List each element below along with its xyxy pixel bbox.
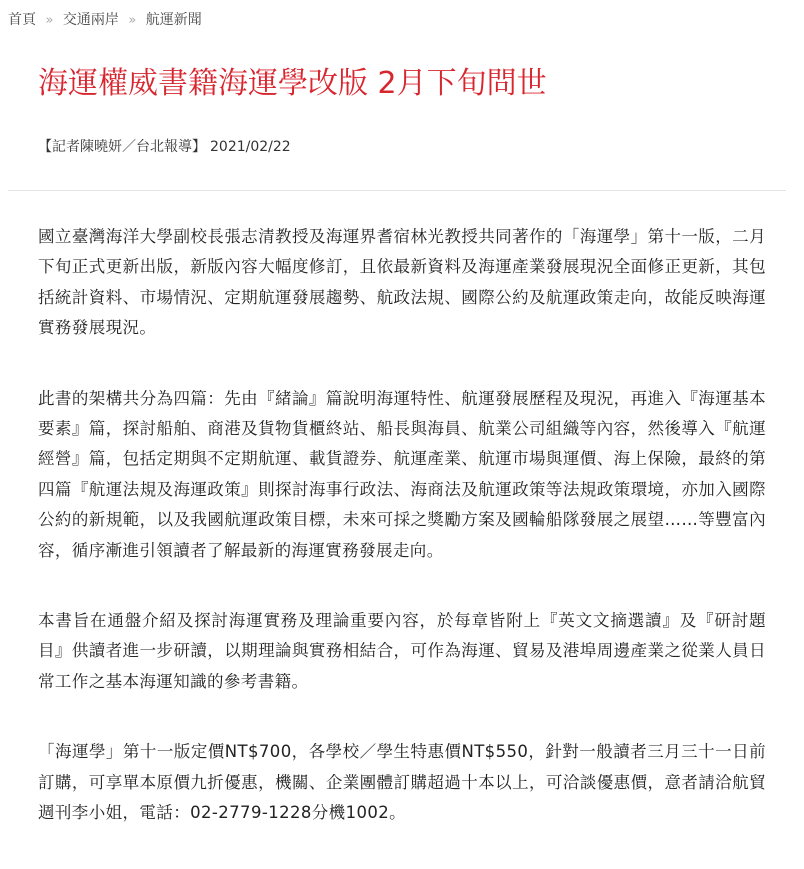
breadcrumb-shipping-news-link[interactable]: 航運新聞 bbox=[145, 12, 202, 28]
article-paragraph: 「海運學」第十一版定價NT$700，各學校／學生特惠價NT$550，針對一般讀者三月三十一日前訂購，可享單本原價九折優惠，機關、企業團體訂購超過十本以上，可洽談優惠價，意者請洽航貿週刊李小姐，電話：02-2779-1228分機1002。 bbox=[38, 742, 766, 823]
article-body bbox=[38, 222, 766, 869]
article-paragraph: 本書旨在通盤介紹及探討海運實務及理論重要內容，於每章皆附上『英文文摘選讀』及『研討題目』供讀者進一步研讀，以期理論與實務相結合，可作為海運、貿易及港埠周邊產業之從業人員日常工作之基本海運知識的參考書籍。 bbox=[38, 611, 766, 691]
article-byline bbox=[38, 137, 291, 157]
breadcrumb-home-link[interactable]: 首頁 bbox=[8, 12, 36, 28]
article-title: 海運權威書籍海運學改版 2月下旬問世 bbox=[38, 66, 547, 101]
article-date: 2021/02/22 bbox=[210, 139, 291, 155]
breadcrumb-separator: » bbox=[45, 13, 54, 28]
article-paragraph: 國立臺灣海洋大學副校長張志清教授及海運界耆宿林光教授共同著作的「海運學」第十一版，二月下旬正式更新出版，新版內容大幅度修訂，且依最新資料及海運產業發展現況全面修正更新，其包括統計資料、市場情況、定期航運發展趨勢、航政法規、國際公約及航運政策走向，故能反映海運實務發展現況。 bbox=[38, 227, 766, 338]
article-author: 【記者陳曉妍／台北報導】 bbox=[38, 139, 206, 155]
article-paragraph: 此書的架構共分為四篇：先由『緒論』篇說明海運特性、航運發展歷程及現況，再進入『海運基本要素』篇，探討船舶、商港及貨物貨櫃終站、船長與海員、航業公司組織等內容，然後導入『航運經營』篇，包括定期與不定期航運、載貨證券、航運產業、航運市場與運價、海上保險，最終的第四篇『航運法規及海運政策』則探討海事行政法、海商法及航運政策等法規政策環境，亦加入國際公約的新規範，以及我國航運政策目標，未來可採之獎勵方案及國輪船隊發展之展望……等豐富內容，循序漸進引領讀者了解最新的海運實務發展走向。 bbox=[38, 388, 766, 560]
breadcrumb bbox=[8, 10, 202, 31]
breadcrumb-separator: » bbox=[128, 13, 137, 28]
breadcrumb-traffic-link[interactable]: 交通兩岸 bbox=[62, 12, 119, 28]
divider bbox=[8, 190, 786, 191]
